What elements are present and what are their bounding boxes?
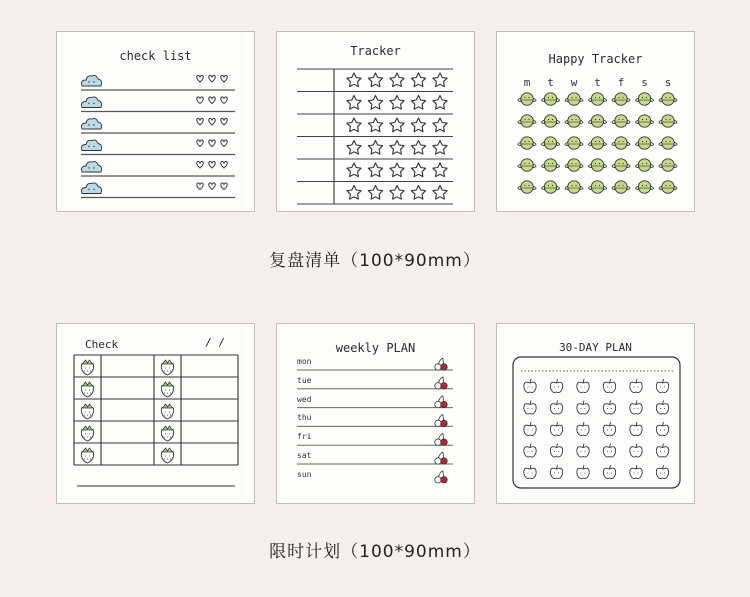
apple-icon xyxy=(656,379,668,393)
card-check xyxy=(56,323,255,504)
cloud-icon xyxy=(82,140,102,151)
planet-icon xyxy=(636,115,654,127)
apple-icon xyxy=(630,465,642,479)
strawberry-icon xyxy=(81,382,93,397)
planet-icon xyxy=(659,181,677,193)
planet-icon xyxy=(589,137,607,149)
apple-icon xyxy=(524,422,536,436)
check-graphic xyxy=(57,324,255,504)
heart-icon xyxy=(197,75,203,82)
weekday-label: s xyxy=(664,76,672,89)
star-icon xyxy=(390,73,404,87)
day-label: fri xyxy=(297,432,312,442)
apple-icon xyxy=(577,465,589,479)
apple-icon xyxy=(577,379,589,393)
star-icon xyxy=(368,96,382,110)
planet-icon xyxy=(518,159,536,171)
star-icon xyxy=(390,96,404,110)
star-icon xyxy=(433,118,447,132)
section-caption-2: 限时计划（100*90mm） xyxy=(269,542,481,562)
star-icon xyxy=(411,118,425,132)
apple-icon xyxy=(630,422,642,436)
planet-icon xyxy=(589,93,607,105)
weekday-label: t xyxy=(594,76,601,89)
planet-icon xyxy=(589,115,607,127)
apple-icon xyxy=(524,465,536,479)
planet-icon xyxy=(565,159,583,171)
star-icon xyxy=(368,141,382,155)
strawberry-icon xyxy=(161,382,173,397)
apple-icon xyxy=(603,379,615,393)
star-icon xyxy=(368,118,382,132)
cherry-icon xyxy=(435,433,447,445)
star-icon xyxy=(347,118,361,132)
star-icon xyxy=(390,186,404,200)
star-icon xyxy=(433,141,447,155)
weekday-label: t xyxy=(547,76,554,89)
card-check-list xyxy=(56,31,255,212)
apple-icon xyxy=(603,465,615,479)
strawberry-icon xyxy=(161,404,173,419)
heart-icon xyxy=(197,140,203,147)
planet-icon xyxy=(518,93,536,105)
heart-icon xyxy=(197,183,203,190)
apple-icon xyxy=(656,422,668,436)
star-icon xyxy=(347,73,361,87)
heart-icon xyxy=(197,97,203,104)
planet-icon xyxy=(518,115,536,127)
heart-icon xyxy=(209,183,215,190)
apple-icon xyxy=(524,444,536,458)
planet-icon xyxy=(565,115,583,127)
planet-icon xyxy=(636,159,654,171)
plan-frame xyxy=(513,357,680,488)
star-icon xyxy=(368,73,382,87)
apple-icon xyxy=(550,401,562,415)
planet-icon xyxy=(612,159,630,171)
star-icon xyxy=(390,141,404,155)
apple-icon xyxy=(656,465,668,479)
planet-icon xyxy=(612,181,630,193)
strawberry-icon xyxy=(161,448,173,463)
apple-icon xyxy=(550,422,562,436)
star-icon xyxy=(411,96,425,110)
heart-icon xyxy=(221,161,227,168)
planet-icon xyxy=(518,181,536,193)
cloud-icon xyxy=(82,118,102,129)
star-icon xyxy=(411,73,425,87)
heart-icon xyxy=(209,75,215,82)
star-icon xyxy=(347,163,361,177)
star-icon xyxy=(347,141,361,155)
thirty-day-graphic xyxy=(497,324,695,504)
card-title: check list xyxy=(119,49,192,63)
day-label: tue xyxy=(297,375,312,385)
strawberry-icon xyxy=(161,360,173,375)
heart-icon xyxy=(221,97,227,104)
heart-icon xyxy=(197,118,203,125)
heart-icon xyxy=(197,161,203,168)
planet-icon xyxy=(659,159,677,171)
day-label: thu xyxy=(297,413,312,423)
star-icon xyxy=(390,118,404,132)
apple-icon xyxy=(656,401,668,415)
planet-icon xyxy=(589,181,607,193)
section-caption-1: 复盘清单（100*90mm） xyxy=(269,251,481,271)
weekday-label: s xyxy=(641,76,648,89)
heart-icon xyxy=(221,75,227,82)
star-icon xyxy=(433,186,447,200)
cherry-icon xyxy=(435,358,447,370)
strawberry-icon xyxy=(81,448,93,463)
apple-icon xyxy=(603,422,615,436)
day-label: sun xyxy=(297,469,312,479)
card-title: Check xyxy=(85,338,119,351)
planet-icon xyxy=(659,137,677,149)
cloud-icon xyxy=(82,161,102,172)
card-title: Happy Tracker xyxy=(548,52,643,66)
planet-icon xyxy=(518,137,536,149)
cherry-icon xyxy=(435,471,447,483)
check-list-graphic xyxy=(57,32,255,212)
apple-icon xyxy=(630,401,642,415)
strawberry-icon xyxy=(81,360,93,375)
happy-tracker-graphic xyxy=(497,32,695,212)
card-title: 30-DAY PLAN xyxy=(559,341,632,354)
strawberry-icon xyxy=(81,426,93,441)
planet-icon xyxy=(542,159,560,171)
planet-icon xyxy=(636,137,654,149)
day-label: sat xyxy=(297,451,312,460)
cherry-icon xyxy=(435,377,447,389)
cherry-icon xyxy=(435,452,447,464)
card-title: weekly PLAN xyxy=(335,341,416,355)
apple-icon xyxy=(524,379,536,393)
planet-icon xyxy=(542,181,560,193)
planet-icon xyxy=(589,159,607,171)
star-icon xyxy=(433,96,447,110)
date-mark: / / xyxy=(205,336,225,349)
cloud-icon xyxy=(82,183,102,194)
star-icon xyxy=(347,186,361,200)
heart-icon xyxy=(221,118,227,125)
heart-icon xyxy=(209,161,215,168)
apple-icon xyxy=(577,444,589,458)
card-title: Tracker xyxy=(350,44,401,58)
apple-icon xyxy=(524,401,536,415)
card-happy-tracker xyxy=(496,31,695,212)
star-icon xyxy=(433,73,447,87)
heart-icon xyxy=(209,118,215,125)
heart-icon xyxy=(209,97,215,104)
apple-icon xyxy=(630,444,642,458)
planet-icon xyxy=(565,137,583,149)
card-weekly-plan xyxy=(276,323,475,504)
apple-icon xyxy=(550,465,562,479)
cloud-icon xyxy=(82,75,102,86)
planet-icon xyxy=(612,137,630,149)
planet-icon xyxy=(612,115,630,127)
star-icon xyxy=(347,96,361,110)
strawberry-icon xyxy=(161,426,173,441)
planet-icon xyxy=(659,115,677,127)
planet-icon xyxy=(565,93,583,105)
star-icon xyxy=(433,163,447,177)
star-icon xyxy=(411,186,425,200)
star-icon xyxy=(411,141,425,155)
planet-icon xyxy=(612,93,630,105)
weekday-label: f xyxy=(617,76,625,89)
planet-icon xyxy=(636,93,654,105)
card-tracker xyxy=(276,31,475,212)
weekday-label: m xyxy=(523,76,531,89)
cherry-icon xyxy=(435,396,447,408)
star-icon xyxy=(368,163,382,177)
apple-icon xyxy=(603,401,615,415)
card-30-day-plan xyxy=(496,323,695,504)
apple-icon xyxy=(577,422,589,436)
apple-icon xyxy=(550,444,562,458)
weekly-plan-graphic xyxy=(277,324,475,504)
planet-icon xyxy=(636,181,654,193)
star-icon xyxy=(368,186,382,200)
apple-icon xyxy=(603,444,615,458)
strawberry-icon xyxy=(81,404,93,419)
star-icon xyxy=(390,163,404,177)
day-label: mon xyxy=(297,357,312,366)
tracker-graphic xyxy=(277,32,475,212)
apple-icon xyxy=(630,379,642,393)
planet-icon xyxy=(542,115,560,127)
planet-icon xyxy=(542,93,560,105)
weekday-label: w xyxy=(570,76,578,89)
star-icon xyxy=(411,163,425,177)
planet-icon xyxy=(659,93,677,105)
apple-icon xyxy=(550,379,562,393)
planet-icon xyxy=(542,137,560,149)
apple-icon xyxy=(577,401,589,415)
heart-icon xyxy=(209,140,215,147)
day-label: wed xyxy=(297,394,312,404)
apple-icon xyxy=(656,444,668,458)
heart-icon xyxy=(221,140,227,147)
heart-icon xyxy=(221,183,227,190)
planet-icon xyxy=(565,181,583,193)
cloud-icon xyxy=(82,97,102,108)
cherry-icon xyxy=(435,414,447,426)
